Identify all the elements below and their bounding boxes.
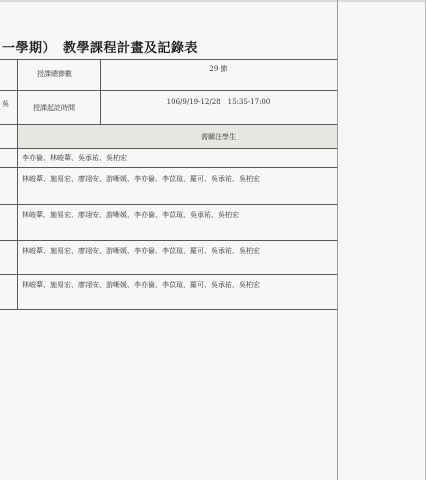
left-edge-char: 吳	[2, 100, 9, 108]
top-border	[0, 0, 426, 2]
table-line	[17, 59, 18, 309]
time-value: 106/9/19-12/28 15:35-17:00	[166, 98, 271, 106]
student-row: 林峻葦、施易宏、廖翊安、游晰媛、李亦倫、李苡瑄、羅可、吳承祐、吳柏宏	[22, 175, 260, 183]
table-line	[0, 148, 338, 149]
page-title: 一學期） 教學課程計畫及記錄表	[2, 41, 199, 56]
total-hours-value: 29 節	[209, 65, 228, 73]
table-line	[0, 309, 338, 310]
page-divider	[337, 0, 338, 480]
total-hours-label: 授課總節數	[37, 70, 72, 78]
students-header: 需關注學生	[201, 133, 236, 141]
table-line	[0, 90, 338, 91]
table-line	[0, 204, 338, 205]
student-row: 林峻葦、施易宏、廖翊安、游晰媛、李亦倫、李苡瑄、羅可、吳承祐、吳柏宏	[22, 281, 260, 289]
table-line	[0, 274, 338, 275]
student-row: 林峻葦、施易宏、廖翊安、游晰媛、李亦倫、李苡瑄、羅可、吳承祐、吳柏宏	[22, 247, 260, 255]
student-row: 李亦倫、林峻葦、吳承祐、吳柏宏	[22, 154, 127, 162]
student-row: 林峻葦、施易宏、廖翊安、游晰媛、李亦倫、李苡瑄、吳承祐、吳柏宏	[22, 211, 239, 219]
time-label: 授課起訖時間	[33, 104, 75, 112]
table-line	[0, 167, 338, 168]
table-line	[0, 240, 338, 241]
table-line	[0, 59, 338, 60]
